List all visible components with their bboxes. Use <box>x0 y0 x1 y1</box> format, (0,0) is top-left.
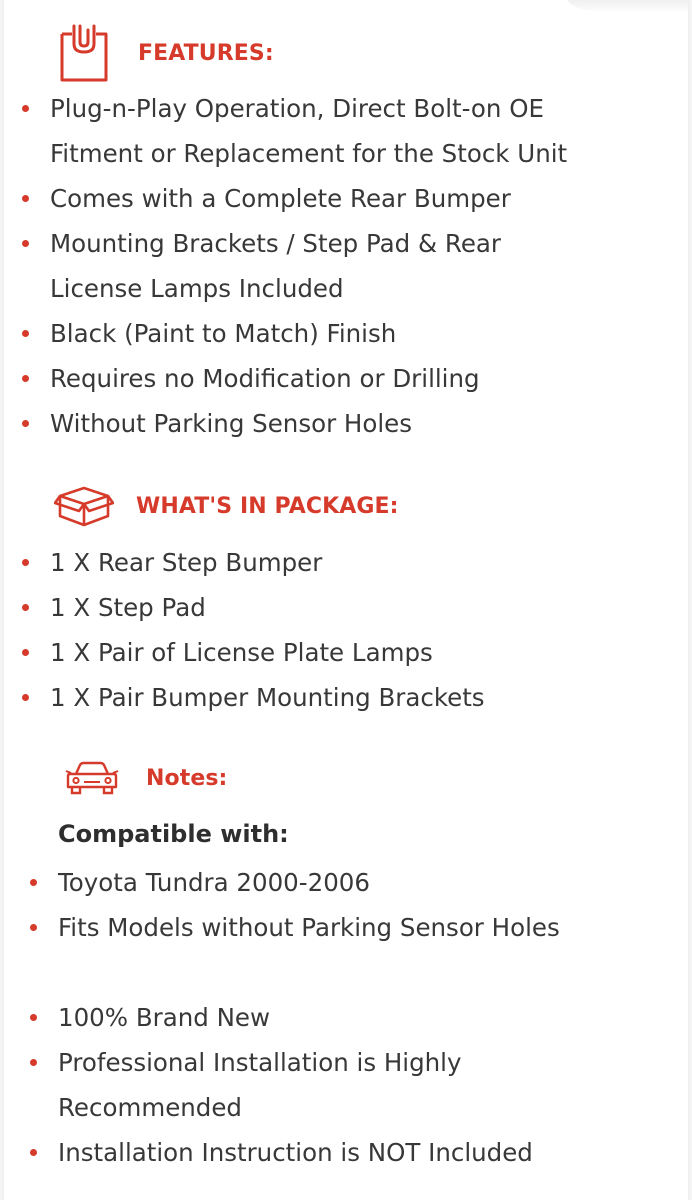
package-title: WHAT'S IN PACKAGE: <box>136 493 399 519</box>
product-description-card <box>4 0 688 1200</box>
list-item: Plug-n-Play Operation, Direct Bolt-on OE <box>50 86 567 131</box>
list-item: Requires no Modification or Drilling <box>50 356 567 401</box>
package-list <box>50 540 485 720</box>
list-item: Professional Installation is Highly <box>58 1040 533 1085</box>
list-item: Toyota Tundra 2000-2006 <box>58 860 560 905</box>
list-item: 100% Brand New <box>58 995 533 1040</box>
top-shadow <box>568 0 688 14</box>
car-icon <box>64 760 120 796</box>
list-item: 1 X Pair Bumper Mounting Brackets <box>50 675 485 720</box>
compatible-list <box>58 860 560 950</box>
features-title: FEATURES: <box>138 40 274 66</box>
features-list <box>50 86 567 446</box>
notes-extra-list <box>58 995 533 1175</box>
list-item: Without Parking Sensor Holes <box>50 401 567 446</box>
notes-title: Notes: <box>146 765 228 791</box>
list-item: Fits Models without Parking Sensor Holes <box>58 905 560 950</box>
list-item-continuation: Fitment or Replacement for the Stock Unit <box>50 139 568 168</box>
list-item-continuation: License Lamps Included <box>50 274 344 303</box>
list-item: Black (Paint to Match) Finish <box>50 311 567 356</box>
list-item: Installation Instruction is NOT Included <box>58 1130 533 1175</box>
notes-header <box>64 760 227 796</box>
compatible-label: Compatible with: <box>58 820 289 848</box>
features-header <box>58 22 274 84</box>
list-item-continuation: Recommended <box>58 1093 242 1122</box>
list-item: Comes with a Complete Rear Bumper <box>50 176 567 221</box>
list-item: Mounting Brackets / Step Pad & Rear <box>50 221 567 266</box>
list-item: 1 X Step Pad <box>50 585 485 630</box>
list-item: 1 X Pair of License Plate Lamps <box>50 630 485 675</box>
clipboard-icon <box>58 22 112 84</box>
package-header <box>54 484 399 528</box>
box-icon <box>54 484 114 528</box>
list-item: 1 X Rear Step Bumper <box>50 540 485 585</box>
